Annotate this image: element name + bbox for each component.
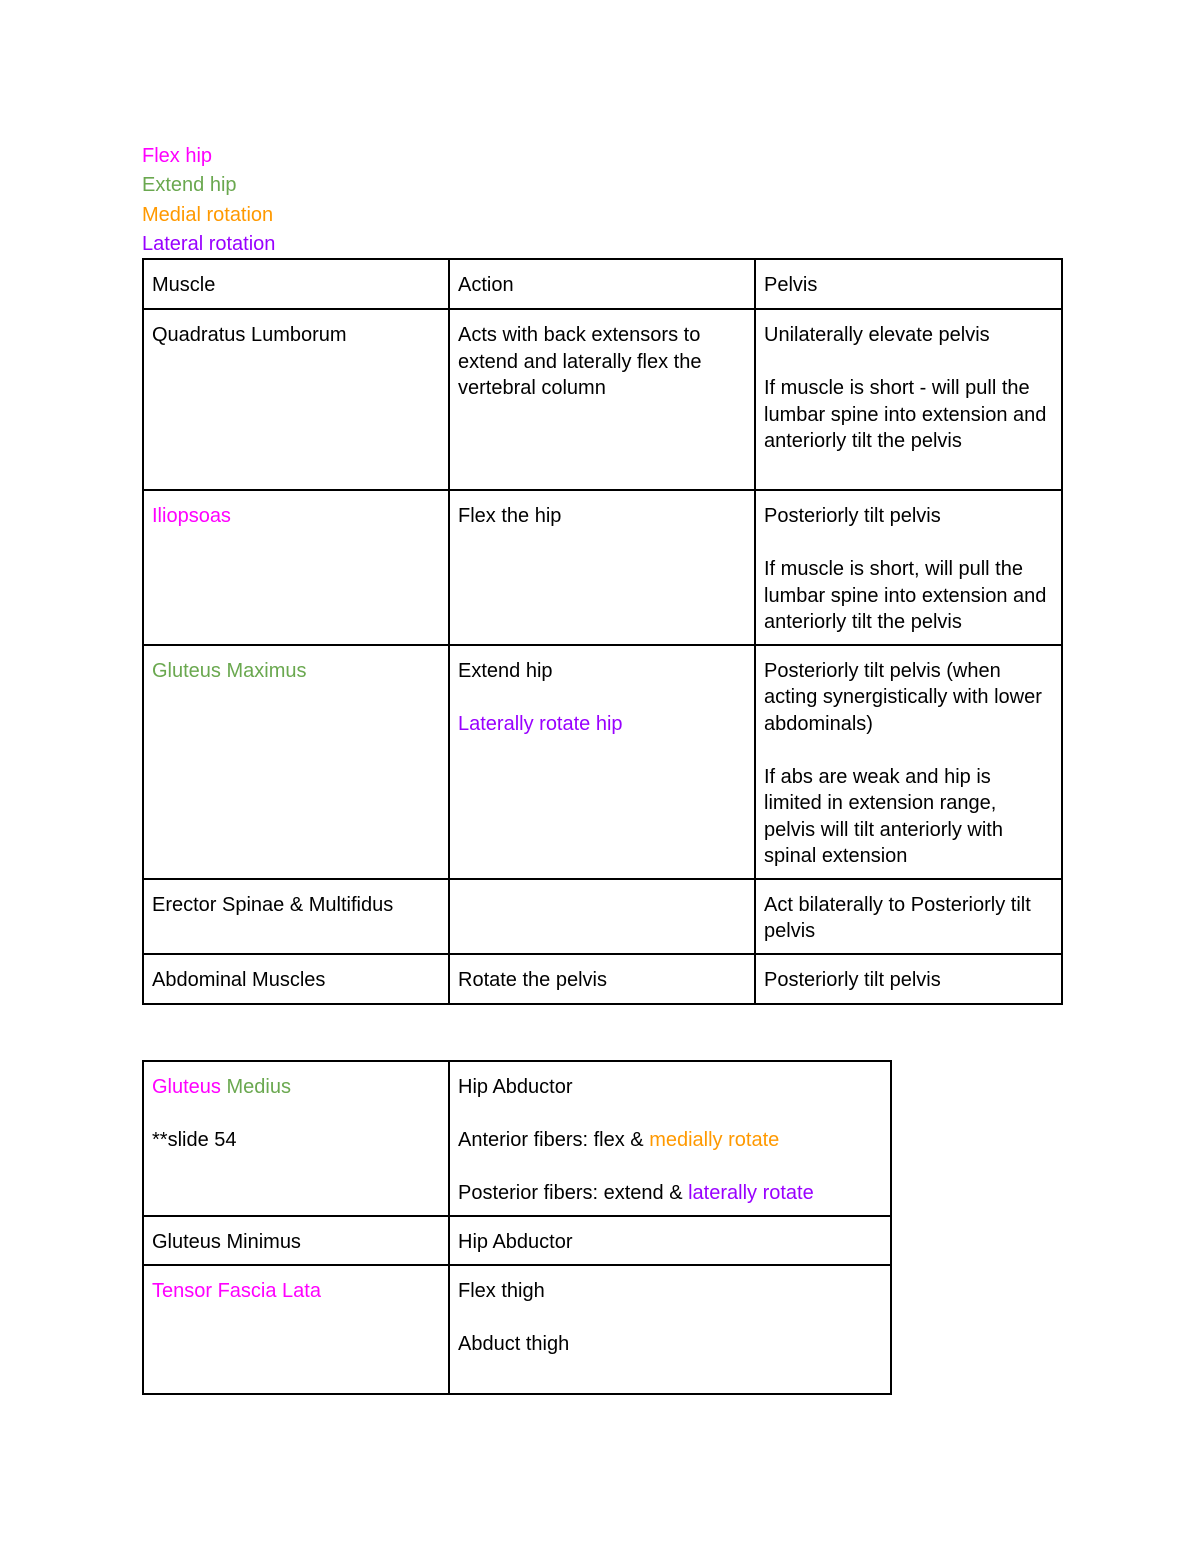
slide-note: **slide 54 [152, 1129, 237, 1151]
pelvis-cell: Posteriorly tilt pelvis (when acting synergistically with lower abdominals) If abs are weak and hip is limited in extension range, pelvis will tilt anteriorly with spinal extension [755, 645, 1062, 879]
pelvis-cell: Unilaterally elevate pelvis If muscle is short - will pull the lumbar spine into extension and anteriorly tilt the pelvis [755, 309, 1062, 490]
muscle-cell: Erector Spinae & Multifidus [143, 879, 449, 954]
action-cell: Flex thigh Abduct thigh [449, 1265, 891, 1394]
legend-lateral-rotation: Lateral rotation [142, 232, 276, 255]
muscle-cell: Tensor Fascia Lata [143, 1265, 449, 1394]
muscle-cell: Iliopsoas [143, 490, 449, 645]
action-cell: Hip Abductor [449, 1216, 891, 1265]
header-muscle: Muscle [143, 259, 449, 309]
table-row [143, 490, 1062, 645]
muscle-cell: Gluteus Minimus [143, 1216, 449, 1265]
pelvis-cell: Act bilaterally to Posteriorly tilt pelvis [755, 879, 1062, 954]
muscle-cell: Gluteus Maximus [143, 645, 449, 879]
action-cell [449, 879, 755, 954]
table-row [143, 309, 1062, 490]
muscle-cell: Abdominal Muscles [143, 954, 449, 1004]
header-action: Action [449, 259, 755, 309]
muscle-cell: Quadratus Lumborum [143, 309, 449, 490]
table-row [143, 954, 1062, 1004]
table-row [143, 1216, 891, 1265]
table-row [143, 879, 1062, 954]
table-row [143, 645, 1062, 879]
pelvis-cell: Posteriorly tilt pelvis If muscle is short, will pull the lumbar spine into extension and anteriorly tilt the pelvis [755, 490, 1062, 645]
muscle-pelvis-table [142, 258, 1063, 1005]
table-row [143, 1265, 891, 1394]
muscle-cell: Gluteus Medius **slide 54 [143, 1061, 449, 1216]
color-legend [142, 142, 275, 259]
pelvis-cell: Posteriorly tilt pelvis [755, 954, 1062, 1004]
legend-medial-rotation: Medial rotation [142, 203, 274, 226]
action-cell: Flex the hip [449, 490, 755, 645]
hip-abductor-table [142, 1060, 892, 1395]
header-pelvis: Pelvis [755, 259, 1062, 309]
action-cell: Extend hip Laterally rotate hip [449, 645, 755, 879]
table-header-row [143, 259, 1062, 309]
legend-flex-hip: Flex hip [142, 145, 213, 167]
action-cell: Acts with back extensors to extend and laterally flex the vertebral column [449, 309, 755, 490]
action-cell: Rotate the pelvis [449, 954, 755, 1004]
legend-extend-hip: Extend hip [142, 174, 237, 197]
table-row [143, 1061, 891, 1216]
action-cell: Hip Abductor Anterior fibers: flex & medially rotate Posterior fibers: extend & laterally rotate [449, 1061, 891, 1216]
